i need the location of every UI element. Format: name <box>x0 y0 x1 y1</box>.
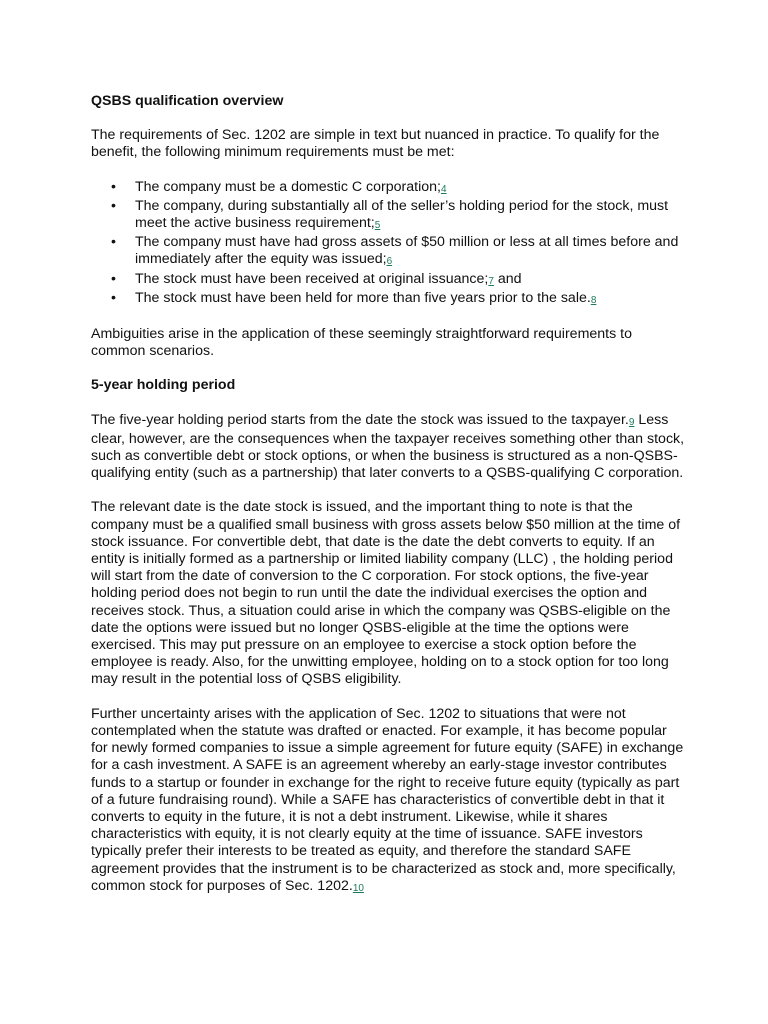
list-item <box>135 234 687 270</box>
holding-paragraph-1 <box>91 412 687 483</box>
holding-paragraph-3 <box>91 706 687 897</box>
list-item <box>135 290 687 309</box>
requirements-list <box>91 179 687 309</box>
paragraph-text: Less clear, however, are the consequences when the taxpayer receives something other than stock, such as convertible debt or stock options, or when the business is structured as a non-QSBS-qualifying entity (such as a partnership) that later converts to a QSBS-qualifying C corporation. <box>91 411 685 482</box>
footnote-link[interactable]: 6 <box>386 256 393 268</box>
qualification-outro: Ambiguities arise in the application of these seemingly straightforward requirements to common scenarios. <box>91 326 632 360</box>
list-item-text: The stock must have been held for more than five years prior to the sale. <box>135 289 591 306</box>
footnote-link[interactable]: 8 <box>590 294 597 306</box>
footnote-link[interactable]: 4 <box>440 183 447 195</box>
list-item-text: The stock must have been received at original issuance; <box>135 270 489 287</box>
list-item <box>135 179 687 198</box>
document-page <box>91 93 687 914</box>
list-item <box>135 198 687 234</box>
footnote-link[interactable]: 7 <box>488 275 494 287</box>
paragraph-text: Further uncertainty arises with the application of Sec. 1202 to situations that were not contemplated when the statute was drafted or enacted. For example, it has become popular for newly formed companies to issue a simple agreement for future equity (SAFE) in exchange for a cash investment. A SAFE is an agreement whereby an early-stage investor contributes funds to a startup or founder in exchange for the right to receive future equity (typically as part of a future fundraising round). While a SAFE has characteristics of convertible debt in that it converts to equity in the future, it is not a debt instrument. Likewise, while it shares characteristics with equity, it is not clearly equity at the time of issuance. SAFE investors typically prefer their interests to be treated as equity, and therefore the standard SAFE agreement provides that the instrument is to be characterized as stock and, more specifically, common stock for purposes of Sec. 1202. <box>91 705 684 894</box>
list-item-text: The company must have had gross assets of $50 million or less at all times before and immediately after the equity was issued; <box>135 234 679 268</box>
qualification-intro: The requirements of Sec. 1202 are simple in text but nuanced in practice. To qualify for the benefit, the following minimum requirements must be met: <box>91 127 660 161</box>
footnote-link[interactable]: 9 <box>628 416 635 428</box>
paragraph-text: The five-year holding period starts from the date the stock was issued to the taxpayer. <box>91 411 629 428</box>
section-heading-holding-period: 5-year holding period <box>91 377 236 394</box>
list-item-text: The company must be a domestic C corporation; <box>135 178 441 195</box>
footnote-link[interactable]: 5 <box>374 220 381 232</box>
list-item-text: The company, during substantially all of the seller’s holding period for the stock, must meet the active business requirement; <box>135 197 669 232</box>
list-item-suffix: and <box>493 270 522 287</box>
footnote-link[interactable]: 10 <box>352 882 364 894</box>
section-heading-qualification: QSBS qualification overview <box>91 93 284 109</box>
list-item <box>135 271 687 290</box>
holding-paragraph-2: The relevant date is the date stock is issued, and the important thing to note is that the company must be a qualified small business with gross assets below $50 million at the time of stock issuance. For convertible debt, that date is the date the debt converts to equity. If an entity is initially formed as a partnership or limited liability company (LLC) , the holding period will start from the date of conversion to the C corporation. For stock options, the five-year holding period does not begin to run until the date the individual exercises the option and receives stock. Thus, a situation could arise in which the company was QSBS-eligible on the date the options were issued but no longer QSBS-eligible at the time the options were exercised. This may put pressure on an employee to exercise a stock option before the employee is ready. Also, for the unwitting employee, holding on to a stock option for too long may result in the potential loss of QSBS eligibility. <box>91 499 681 688</box>
